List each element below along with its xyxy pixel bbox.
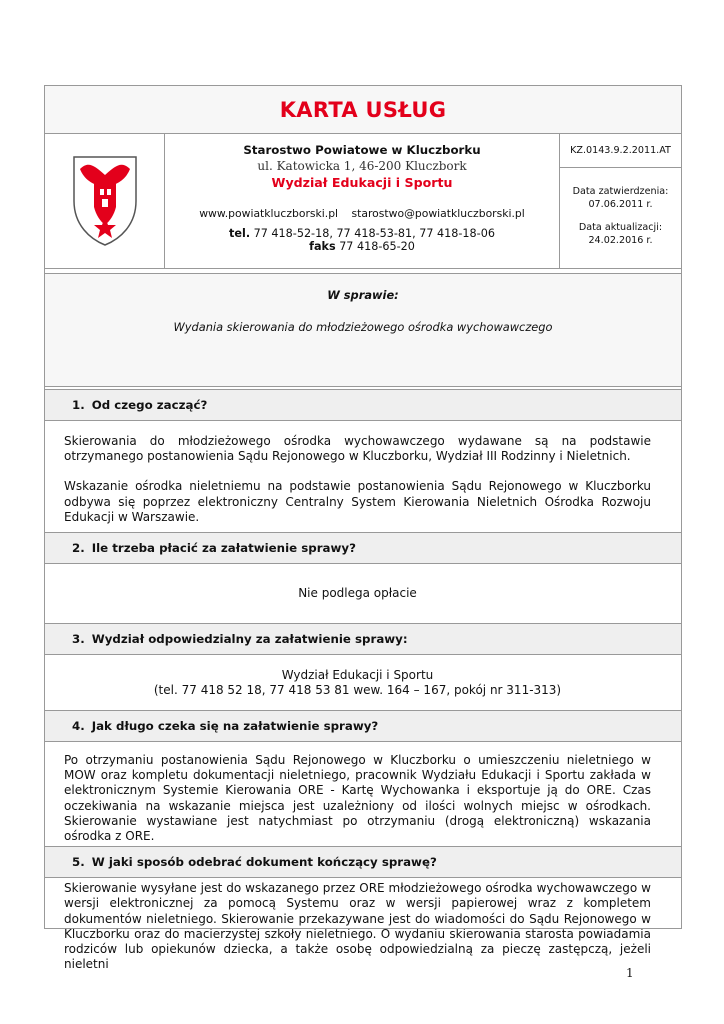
paragraph: Nie podlega opłacie [298,586,417,601]
section-2-heading [45,532,681,564]
fax-line [165,240,559,253]
matter-label: W sprawie: [327,288,399,302]
section-1-heading [45,389,681,421]
fax-label: faks [309,240,336,253]
update-label: Data aktualizacji: [578,222,663,233]
paragraph: Skierowania do młodzieżowego ośrodka wychowawczego wydawane są na podstawie otrzymanego postanowienia Sądu Rejonowego w Kluczborku, Wydział III Rodzinny i Nieletnich. [64,434,651,464]
website-link[interactable]: www.powiatkluczborski.pl [199,207,339,220]
paragraph: Po otrzymaniu postanowienia Sądu Rejonowego w Kluczborku o umieszczeniu nieletniego w MOW oraz kompletu dokumentacji nieletniego, pracownik Wydziału Edukacji i Sportu zakłada w elektronicznym Systemie Kierowania ORE - Kartę Wychowanka i eksportuje ją do ORE. Czas oczekiwania na wskazanie miejsca jest uzależniony od ilości wolnych miejsc w ośrodkach. Skierowanie wystawiane jest natychmiast po otrzymaniu (drogą elektroniczną) wskazania ośrodka z ORE. [64,753,651,844]
update-date: 24.02.2016 r. [588,234,653,246]
section-number: 5. [72,855,85,870]
coat-of-arms-icon [72,155,138,247]
section-4-body [45,742,681,846]
document-dates [560,168,681,247]
section-number: 1. [72,398,85,412]
phone-label: tel. [229,227,251,240]
section-4-heading [45,710,681,742]
paragraph: Wskazanie ośrodka nieletniemu na podstawie postanowienia Sądu Rejonowego w Kluczborku odbywa się poprzez elektroniczny Centralny System Kierowania Nieletnich Ośrodka Rozwoju Edukacji w Warszawie. [64,479,651,524]
section-3-heading [45,623,681,655]
approval-date: 07.06.2011 r. [588,198,653,210]
section-2-body [45,564,681,623]
section-title: Wydział odpowiedzialny za załatwienie sprawy: [91,632,408,647]
service-card [44,85,682,972]
phone-line [165,227,559,240]
section-number: 4. [72,719,85,734]
section-3-body [45,655,681,710]
section-5-body [45,878,681,972]
section-title: Ile trzeba płacić za załatwienie sprawy? [91,541,356,556]
department-name: Wydział Edukacji i Sportu [271,175,453,190]
coat-of-arms-cell [45,134,165,268]
section-title: W jaki sposób odebrać dokument kończący sprawę? [91,855,437,870]
organization-name: Starostwo Powiatowe w Kluczborku [243,143,481,157]
office-info [165,134,560,268]
page-number: 1 [626,966,634,980]
fax-number: 77 418-65-20 [339,240,415,253]
section-number: 3. [72,632,85,647]
paragraph: Skierowanie wysyłane jest do wskazanego przez ORE młodzieżowego ośrodka wychowawczego w wersji elektronicznej za pomocą Systemu oraz w wersji papierowej wraz z kompletem dokumentów nieletniego. Skierowanie przekazywane jest do wiadomości do Sądu Rejonowego w Kluczborku oraz do macierzystej szkoły nieletniego. O wydaniu skierowania starosta powiadamia rodziców lub opiekunów dziecka, a także osobę odpowiedzialną za pieczę zastępczą, jeżeli nieletni [64,881,651,972]
section-5-heading [45,846,681,878]
document-meta [560,134,681,268]
paragraph: (tel. 77 418 52 18, 77 418 53 81 wew. 164 – 167, pokój nr 311-313) [153,683,562,698]
page-bottom-rule [44,928,682,929]
header-table [45,134,681,269]
section-number: 2. [72,541,85,556]
matter-box [45,273,681,387]
title-row [45,85,681,134]
contact-web [165,207,559,220]
matter-text: Wydania skierowania do młodzieżowego ośrodka wychowawczego [173,320,553,334]
document-code: KZ.0143.9.2.2011.AT [560,134,681,168]
section-title: Jak długo czeka się na załatwienie sprawy? [91,719,379,734]
section-1-body [45,421,681,532]
approval-label: Data zatwierdzenia: [572,186,669,197]
section-title: Od czego zacząć? [91,398,208,412]
page-title: KARTA USŁUG [279,97,447,122]
email-link[interactable]: starostwo@powiatkluczborski.pl [351,207,525,220]
office-address: ul. Katowicka 1, 46-200 Kluczbork [257,159,467,173]
paragraph: Wydział Edukacji i Sportu [281,668,434,683]
phone-numbers: 77 418-52-18, 77 418-53-81, 77 418-18-06 [253,227,495,240]
